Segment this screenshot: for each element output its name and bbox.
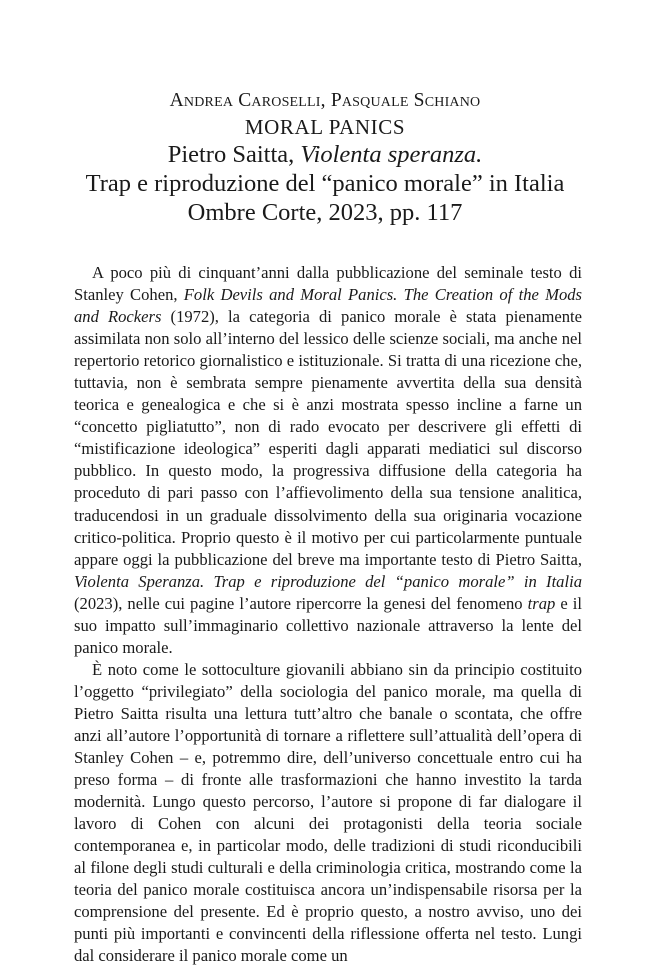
review-book-subtitle: Trap e riproduzione del “panico morale” in Italia	[85, 170, 565, 197]
body-text: e il suo impatto sull’immaginario collettivo nazionale attraverso la lente del panico morale.	[74, 593, 582, 657]
article-header	[0, 88, 650, 227]
review-title-line-1	[0, 140, 650, 169]
italic-text: Folk Devils and Moral Panics. The Creation of the Mods and Rockers	[74, 285, 582, 327]
body-text: (1972), la categoria di panico morale è stata pienamente assimilata non solo all’interno del lessico delle scienze sociali, ma anche nel repertorio retorico giornalistico e istituzionale. Si tratta di una ricezione che, tuttavia, non è sembrata sempre pienamente avvertita della sua densità teorica e genealogica e che si è anzi mostrata spesso incline a farne un “concetto pigliatutto”, non di rado evocato per descrivere gli effetti di “mistificazione ideologica” esperiti dagli apparati mediatici sul discorso pubblico. In questo modo, la progressiva diffusione della categoria ha proceduto di pari passo con l’affievolimento della sua tensione analitica, traducendosi in un graduale dissolvimento della sua originaria vocazione critico-politica. Proprio questo è il motivo per cui particolarmente puntuale appare oggi la pubblicazione del breve ma importante testo di Pietro Saitta,	[74, 307, 582, 569]
paragraph-2	[74, 659, 582, 968]
body-text: (2023), nelle cui pagine l’autore ripercorre la genesi del fenomeno	[74, 593, 528, 613]
review-author: Pietro Saitta,	[167, 141, 301, 168]
article-body	[74, 262, 582, 968]
authors-line: Andrea Caroselli, Pasquale Schiano	[169, 90, 481, 111]
body-text: È noto come le sottoculture giovanili abbiano sin da principio costituito l’oggetto “privilegiato” della sociologia del panico morale, ma quella di Pietro Saitta risulta una lettura tutt’altro che banale o scontata, che offre anzi all’autore l’opportunità di tornare a riflettere sull’attualità dell’opera di Stanley Cohen – e, potremmo dire, dell’universo concettuale entro cui ha preso forma – di fronte alle trasformazioni che hanno investito la tarda modernità. Lungo questo percorso, l’autore si propone di far dialogare il lavoro di Cohen con alcuni dei protagonisti della teoria sociale contemporanea e, in particolar modo, delle tradizioni di studi riconducibili al filone degli studi culturali e della criminologia critica, mostrando come la teoria del panico morale costituisca ancora un’indispensabile risorsa per la comprensione del presente. Ed è proprio questo, a nostro avviso, uno dei punti più importanti e convincenti della riflessione offerta nel testo. Lungi dal considerare il panico morale come un	[74, 659, 582, 966]
section-title: MORAL PANICS	[244, 115, 406, 139]
paragraph-1	[74, 262, 582, 659]
italic-text: trap	[527, 593, 556, 613]
italic-text: Violenta Speranza. Trap e riproduzione del “panico morale” in Italia	[74, 571, 582, 591]
review-publisher: Ombre Corte, 2023, pp. 117	[187, 199, 463, 226]
body-text: A poco più di cinquant’anni dalla pubblicazione del seminale testo di Stanley Cohen,	[74, 263, 582, 305]
review-book-title: Violenta speranza.	[300, 141, 483, 168]
